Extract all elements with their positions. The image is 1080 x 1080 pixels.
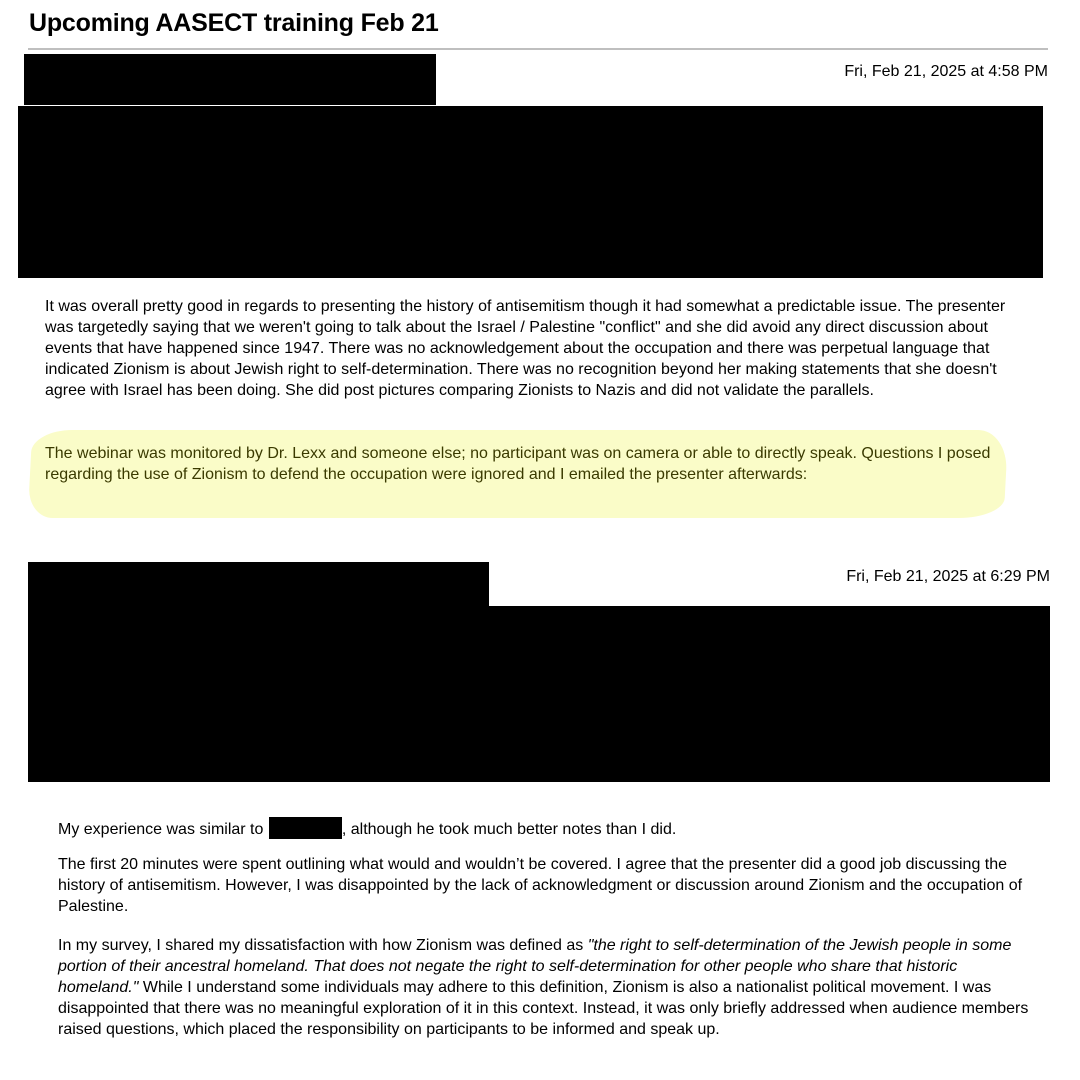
message-timestamp: Fri, Feb 21, 2025 at 4:58 PM [844, 63, 1048, 80]
subject-divider [28, 48, 1048, 50]
highlighted-paragraph: The webinar was monitored by Dr. Lexx and someone else; no participant was on camera or able to directly speak. Questions I posed regarding the use of Zionism to defend the occupation were ignored and I emailed the presenter afterwards: [45, 445, 991, 483]
quoted-definition: "the right to self-determination of the Jewish people in some portion of their ancestral homeland. That does not negate the right to self-determination for other people who share that historic homeland." [58, 937, 1012, 996]
redacted-sender-block [28, 562, 489, 612]
redacted-recipient-block [28, 606, 1050, 782]
redacted-sender-block [24, 54, 436, 105]
message-timestamp: Fri, Feb 21, 2025 at 6:29 PM [846, 568, 1050, 585]
paragraph-text: My experience was similar to [58, 821, 268, 838]
message-paragraph [58, 935, 1033, 1040]
message-paragraph [58, 817, 1038, 840]
redacted-name [269, 817, 342, 839]
message-paragraph: The first 20 minutes were spent outlining what would and wouldn’t be covered. I agree that the presenter did a good job discussing the history of antisemitism. However, I was disappointed by the lack of acknowledgment or discussion around Zionism and the occupation of Palestine. [58, 856, 1023, 915]
paragraph-text: , although he took much better notes than I did. [341, 821, 677, 838]
redacted-recipient-block [18, 106, 1043, 278]
paragraph-text: While I understand some individuals may adhere to this definition, Zionism is also a nationalist political movement. I was disappointed that there was no meaningful exploration of it in this context. Instead, it was only briefly addressed when audience members raised questions, which placed the responsibility on participants to be informed and speak up. [58, 979, 1029, 1038]
paragraph-text: In my survey, I shared my dissatisfaction with how Zionism was defined as [58, 937, 588, 954]
email-subject: Upcoming AASECT training Feb 21 [29, 9, 439, 37]
message-paragraph: It was overall pretty good in regards to presenting the history of antisemitism though it had somewhat a predictable issue. The presenter was targetedly saying that we weren't going to talk about the Israel / Palestine "conflict" and she did avoid any direct discussion about events that have happened since 1947. There was no acknowledgement about the occupation and there was perpetual language that indicated Zionism is about Jewish right to self-determination. There was no recognition beyond her making statements that she doesn't agree with Israel has been doing. She did post pictures comparing Zionists to Nazis and did not validate the parallels. [45, 298, 1006, 399]
